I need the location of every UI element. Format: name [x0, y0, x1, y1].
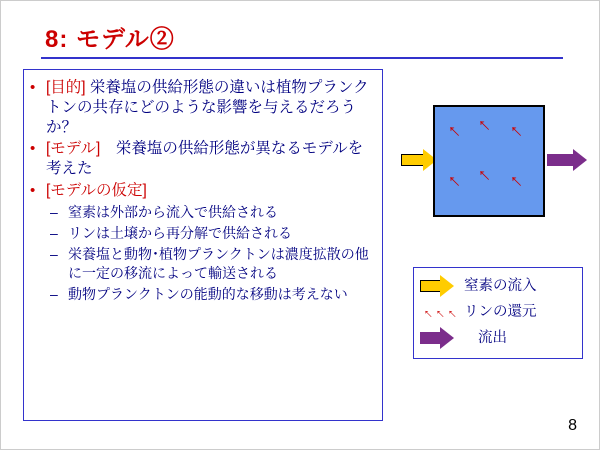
legend-label: リンの還元 — [464, 304, 537, 320]
sub-bullet-marker: – — [50, 246, 58, 263]
bullet-marker: • — [30, 140, 36, 158]
content-textbox — [23, 69, 383, 421]
legend-label: 流出 — [478, 330, 507, 346]
arrow-head — [573, 149, 587, 171]
bullet-tag: [目的] — [46, 79, 86, 96]
internal-flux-arrow-icon: ↑ — [504, 119, 528, 143]
purple-arrow-icon — [420, 325, 462, 351]
sub-bullet-marker: – — [50, 285, 58, 302]
sub-bullet-list — [46, 203, 376, 303]
list-item — [28, 139, 376, 179]
red-arrows-icon: ↑ ↑ ↑ — [419, 304, 460, 322]
sub-bullet-text: 窒素は外部から流入で供給される — [68, 203, 278, 220]
arrow-shaft — [547, 154, 575, 166]
sub-bullet-text: リンは土壌から再分解で供給される — [68, 225, 292, 242]
bullet-marker: • — [30, 182, 36, 200]
bullet-text: 栄養塩の供給形態の違いは植物プランクトンの共存にどのような影響を与えるだろうか？ — [46, 79, 369, 136]
internal-flux-arrow-icon: ↑ — [442, 119, 466, 143]
sub-bullet-marker: – — [50, 225, 58, 242]
list-item — [46, 285, 376, 303]
bullet-tag: [モデル] — [46, 140, 101, 158]
legend-item-outflow — [418, 325, 578, 351]
outflow-arrow-icon — [547, 149, 591, 171]
model-diagram — [401, 101, 591, 231]
yellow-arrow-icon — [420, 273, 462, 299]
list-item — [46, 245, 376, 281]
list-item — [28, 78, 376, 137]
internal-flux-arrow-icon: ↑ — [442, 169, 466, 193]
list-item — [28, 181, 376, 303]
bullet-marker: • — [30, 79, 36, 96]
legend-label: 窒素の流入 — [464, 278, 537, 294]
internal-flux-arrow-icon: ↑ — [472, 163, 496, 187]
list-item — [46, 203, 376, 221]
water-column-box — [433, 105, 545, 217]
internal-flux-arrow-icon: ↑ — [504, 169, 528, 193]
sub-bullet-marker: – — [50, 203, 58, 220]
inflow-arrow-icon — [401, 149, 437, 171]
page-title: 8: モデル② — [45, 26, 175, 53]
page-number: 8 — [568, 417, 577, 434]
bullet-tag: [モデルの仮定] — [46, 182, 147, 200]
sub-bullet-text: 動物プランクトンの能動的な移動は考えない — [68, 285, 348, 302]
bullet-list — [28, 78, 376, 303]
legend-box — [413, 267, 583, 359]
bullet-text: 栄養塩の供給形態が異なるモデルを考えた — [46, 140, 364, 178]
legend-item-reduction — [418, 299, 578, 325]
list-item — [46, 224, 376, 242]
internal-flux-arrow-icon: ↑ — [472, 113, 496, 137]
arrow-shaft — [401, 154, 425, 166]
legend-item-inflow — [418, 273, 578, 299]
sub-bullet-text: 栄養塩と動物･植物プランクトンは濃度拡散の他に一定の移流によって輸送される — [68, 246, 369, 281]
